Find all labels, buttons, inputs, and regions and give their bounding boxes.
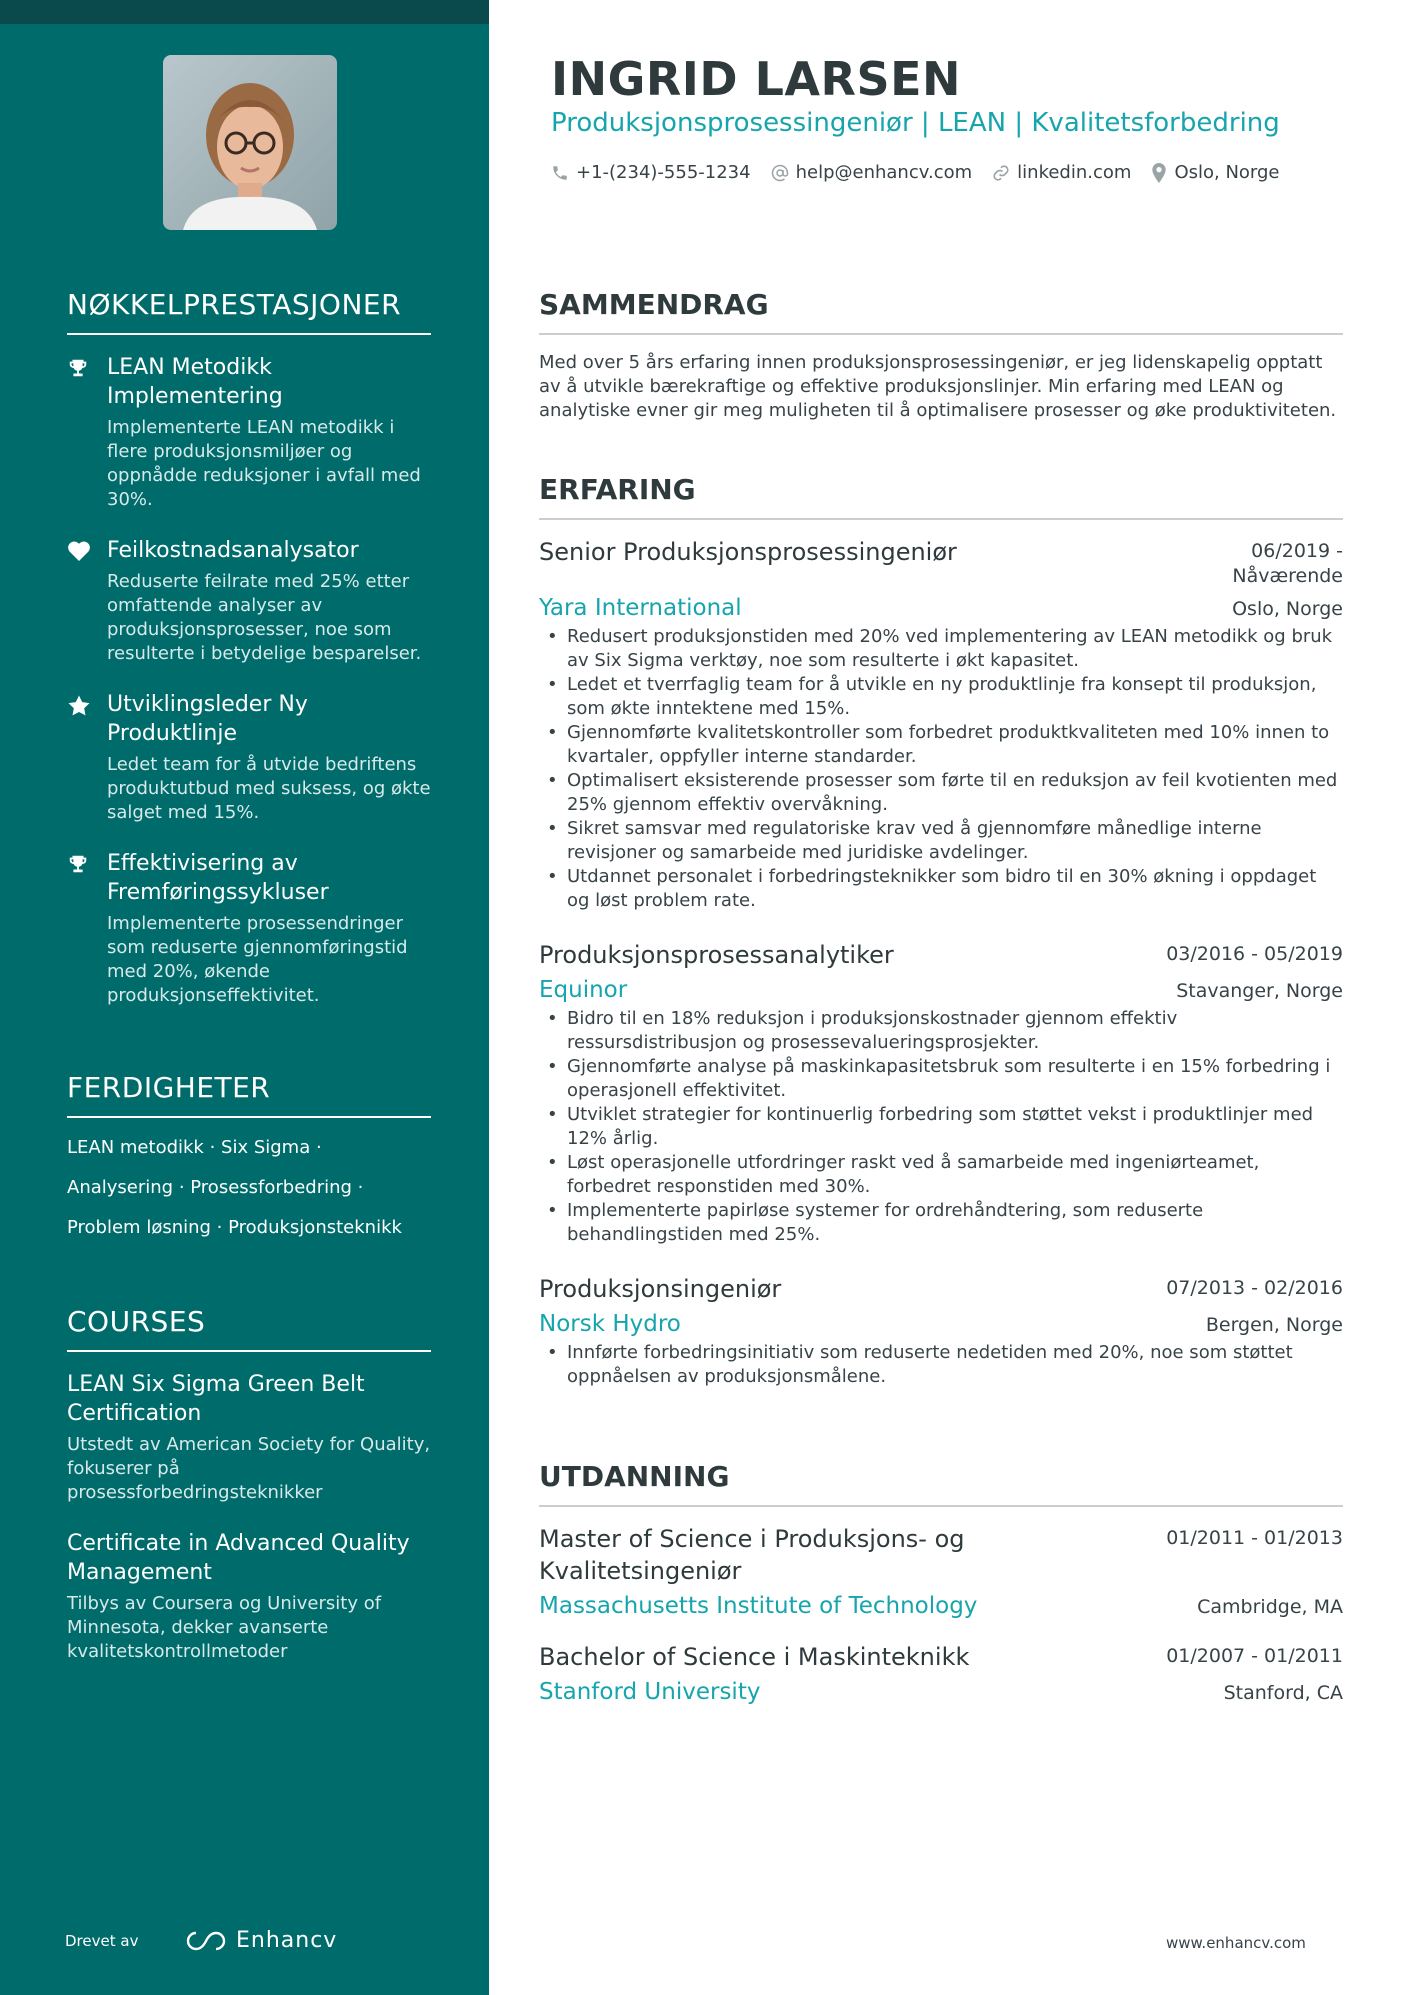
- trophy-icon: [67, 353, 107, 512]
- contact-location: [1151, 162, 1279, 183]
- at-icon: [771, 164, 789, 182]
- experience-section: [539, 473, 1343, 1415]
- location-pin-icon: [1151, 163, 1167, 183]
- education-school: Massachusetts Institute of Technology: [539, 1593, 978, 1619]
- job-bullet: • Utdannet personalet i forbedringsteknikker som bidro til en 30% økning i oppdaget og løst problem rate.: [539, 865, 1343, 913]
- contact-row: [551, 162, 1280, 183]
- summary-section: [539, 288, 1343, 423]
- job-date: 03/2016 - 05/2019: [1166, 943, 1343, 965]
- achievement-description: Implementerte LEAN metodikk i flere produksjonsmiljøer og oppnådde reduksjoner i avfall med 30%.: [107, 417, 421, 510]
- link-icon: [992, 164, 1010, 182]
- job-bullet: • Løst operasjonelle utfordringer raskt ved å samarbeide med ingeniørteamet, forbedret responstiden med 30%.: [539, 1151, 1343, 1199]
- job-bullet: • Gjennomførte kvalitetskontroller som forbedret produktkvaliteten med 10% innen to kvartaler, oppfyller interne standarder.: [539, 721, 1343, 769]
- achievement-item: [67, 849, 431, 1008]
- job-bullet: • Ledet et tverrfaglig team for å utvikle en ny produktlinje fra konsept til produksjon, som økte inntektene med 15%.: [539, 673, 1343, 721]
- enhancv-logo[interactable]: [184, 1928, 337, 1953]
- job-bullet: • Gjennomførte analyse på maskinkapasitetsbruk som resulterte i en 15% forbedring i operasjonell effektivitet.: [539, 1055, 1343, 1103]
- achievement-title: Utviklingsleder Ny Produktlinje: [107, 692, 308, 746]
- education-entry: [539, 1641, 1343, 1705]
- job-date: 06/2019 - Nåværende: [1232, 540, 1343, 587]
- skills-line: LEAN metodikk · Six Sigma ·: [67, 1137, 322, 1158]
- contact-email[interactable]: [771, 162, 973, 183]
- course-description: Tilbys av Coursera og University of Minnesota, dekker avanserte kvalitetskontrollmetoder: [67, 1593, 382, 1662]
- job-bullet: • Innførte forbedringsinitiativ som reduserte nedetiden med 20%, noe som støttet oppnåelsen av produksjonsmålene.: [539, 1341, 1343, 1389]
- candidate-title: Produksjonsprosessingeniør | LEAN | Kvalitetsforbedring: [551, 108, 1280, 138]
- achievement-item: [67, 536, 431, 666]
- job-bullet: • Optimalisert eksisterende prosesser som førte til en reduksjon av feil kvotienten med 25% gjennom effektiv overvåkning.: [539, 769, 1343, 817]
- courses-heading: COURSES: [67, 1305, 431, 1352]
- sidebar-top-bar: [0, 0, 489, 24]
- job-bullets: [539, 1007, 1343, 1247]
- course-description: Utstedt av American Society for Quality, fokuserer på prosessforbedringsteknikker: [67, 1434, 431, 1503]
- job-bullet: • Sikret samsvar med regulatoriske krav ved å gjennomføre månedlige interne revisjoner og samarbeide med juridiske avdelinger.: [539, 817, 1343, 865]
- achievement-description: Implementerte prosessendringer som reduserte gjennomføringstid med 20%, økende produksjonseffektivitet.: [107, 913, 408, 1006]
- contact-location-text: Oslo, Norge: [1174, 162, 1280, 183]
- education-date: 01/2011 - 01/2013: [1166, 1527, 1343, 1549]
- contact-linkedin[interactable]: [992, 162, 1131, 183]
- achievement-title: LEAN Metodikk Implementering: [107, 355, 283, 409]
- education-entry: [539, 1523, 1343, 1619]
- course-title: LEAN Six Sigma Green Belt Certification: [67, 1372, 365, 1426]
- job-title: Produksjonsprosessanalytiker: [539, 941, 894, 969]
- job-bullet: • Bidro til en 18% reduksjon i produksjonskostnader gjennom effektiv ressursdistribusjon og prosessevalueringsprosjekter.: [539, 1007, 1343, 1055]
- job-title: Senior Produksjonsprosessingeniør: [539, 538, 957, 566]
- course-title: Certificate in Advanced Quality Management: [67, 1531, 410, 1585]
- achievement-description: Reduserte feilrate med 25% etter omfattende analyser av produksjonsprosesser, noe som resulterte i betydelige besparelser.: [107, 571, 422, 664]
- job-bullet: • Utviklet strategier for kontinuerlig forbedring som støttet vekst i produktlinjer med 12% årlig.: [539, 1103, 1343, 1151]
- contact-phone-text: +1-(234)-555-1234: [576, 162, 751, 183]
- job-entry: [539, 1273, 1343, 1389]
- job-bullet: • Implementerte papirløse systemer for ordrehåndtering, som reduserte behandlingstiden med 25%.: [539, 1199, 1343, 1247]
- education-date: 01/2007 - 01/2011: [1166, 1645, 1343, 1667]
- achievements-section: [67, 288, 431, 1032]
- sidebar: [0, 0, 489, 1995]
- contact-linkedin-text: linkedin.com: [1017, 162, 1132, 183]
- education-degree: Bachelor of Science i Maskinteknikk: [539, 1643, 970, 1671]
- experience-heading: ERFARING: [539, 473, 1343, 520]
- job-date: 07/2013 - 02/2016: [1166, 1277, 1343, 1299]
- contact-phone[interactable]: [551, 162, 751, 183]
- education-location: Stanford, CA: [1223, 1682, 1343, 1704]
- education-degree: Master of Science i Produksjons- og Kvalitetsingeniør: [539, 1525, 965, 1585]
- enhancv-logo-text: Enhancv: [236, 1928, 338, 1953]
- achievement-title: Effektivisering av Fremføringssykluser: [107, 851, 329, 905]
- skills-line: Analysering · Prosessforbedring ·: [67, 1177, 364, 1198]
- job-location: Bergen, Norge: [1205, 1314, 1343, 1336]
- contact-email-text: help@enhancv.com: [795, 162, 973, 183]
- education-location: Cambridge, MA: [1197, 1596, 1343, 1618]
- skills-line: Problem løsning · Produksjonsteknikk: [67, 1217, 402, 1238]
- job-title: Produksjonsingeniør: [539, 1275, 782, 1303]
- job-company: Equinor: [539, 977, 628, 1003]
- achievement-item: [67, 353, 431, 512]
- course-item: [67, 1370, 431, 1505]
- achievement-title: Feilkostnadsanalysator: [107, 538, 359, 563]
- education-school: Stanford University: [539, 1679, 761, 1705]
- summary-heading: SAMMENDRAG: [539, 288, 1343, 335]
- job-bullets: [539, 625, 1343, 913]
- candidate-name: INGRID LARSEN: [551, 52, 961, 106]
- job-bullet: • Redusert produksjonstiden med 20% ved implementering av LEAN metodikk og bruk av Six Sigma verktøy, noe som resulterte i økt kapasitet.: [539, 625, 1343, 673]
- courses-section: [67, 1305, 431, 1688]
- powered-by-label: Drevet av: [65, 1932, 139, 1950]
- profile-photo: [163, 55, 337, 230]
- achievement-description: Ledet team for å utvide bedriftens produktutbud med suksess, og økte salget med 15%.: [107, 754, 431, 823]
- education-heading: UTDANNING: [539, 1460, 1343, 1507]
- skills-section: [67, 1071, 431, 1256]
- job-entry: [539, 939, 1343, 1247]
- achievement-item: [67, 690, 431, 825]
- phone-icon: [551, 164, 569, 182]
- course-item: [67, 1529, 431, 1664]
- job-company: Yara International: [539, 595, 742, 621]
- footer-url[interactable]: www.enhancv.com: [1166, 1934, 1306, 1952]
- skills-heading: FERDIGHETER: [67, 1071, 431, 1118]
- achievements-heading: NØKKELPRESTASJONER: [67, 288, 431, 335]
- summary-text: Med over 5 års erfaring innen produksjonsprosessingeniør, er jeg lidenskapelig opptatt av å utvikle bærekraftige og effektive produksjonslinjer. Min erfaring med LEAN og analytiske evner gir meg muligheten til å optimalisere prosesser og øke produktiviteten.: [539, 352, 1337, 421]
- trophy-icon: [67, 849, 107, 1008]
- enhancv-logo-icon: [184, 1930, 228, 1952]
- heart-icon: [67, 536, 107, 666]
- job-location: Stavanger, Norge: [1176, 980, 1343, 1002]
- job-entry: [539, 536, 1343, 913]
- job-company: Norsk Hydro: [539, 1311, 681, 1337]
- job-location: Oslo, Norge: [1232, 598, 1343, 620]
- education-section: [539, 1460, 1343, 1727]
- star-icon: [67, 690, 107, 825]
- job-bullets: [539, 1341, 1343, 1389]
